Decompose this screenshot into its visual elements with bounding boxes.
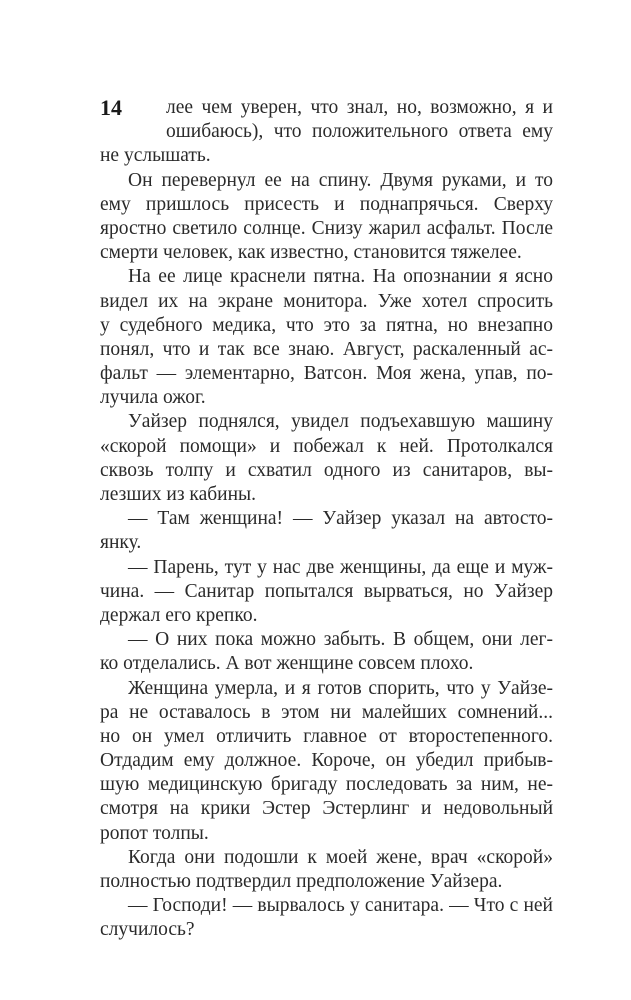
text-line: чина. — Санитар попытался вырваться, но Уайзер (100, 580, 553, 602)
text-line: случилось? (100, 919, 195, 941)
text-line: ко отделались. А вот женщине совсем плохо. (100, 653, 474, 675)
text-line: лучила ожог. (100, 387, 206, 409)
text-line: шую медицинскую бригаду последовать за ним, не- (100, 774, 553, 796)
text-line: ему пришлось присесть и поднапрячься. Сверху (100, 193, 553, 215)
text-line: Женщина умерла, и я готов спорить, что у Уайзе- (128, 677, 553, 699)
body-text (100, 96, 553, 943)
text-line: сквозь толпу и схватил одного из санитаров, вы- (100, 459, 553, 481)
text-line: но он умел отличить главное от второстепенного. (100, 725, 553, 747)
text-line: Отдадим ему должное. Короче, он убедил прибыв- (100, 750, 553, 772)
text-line: «скорой помощи» и побежал к ней. Протолкался (100, 435, 553, 457)
text-line: смотря на крики Эстер Эстерлинг и недовольный (100, 798, 553, 820)
text-line: яростно светило солнце. Снизу жарил асфальт. После (100, 217, 553, 239)
text-line: янку. (100, 532, 142, 554)
text-line: лезших из кабины. (100, 484, 257, 505)
text-line: Когда они подошли к моей жене, врач «скорой» (128, 846, 553, 868)
text-line: ропот толпы. (100, 822, 209, 844)
text-line: Он перевернул ее на спину. Двумя руками, и то (128, 169, 553, 191)
text-line: смерти человек, как известно, становится тяжелее. (100, 242, 522, 264)
text-line: у судебного медика, что это за пятна, но внезапно (100, 314, 553, 336)
text-line: видел их на экране монитора. Уже хотел спросить (100, 290, 553, 312)
text-line: — Там женщина! — Уайзер указал на автосто- (128, 508, 553, 530)
page-number: 14 (100, 95, 122, 120)
text-line: держал его крепко. (100, 604, 258, 626)
text-line: не услышать. (100, 145, 211, 167)
text-line: фальт — элементарно, Ватсон. Моя жена, упав, по- (100, 363, 553, 385)
text-line: — Парень, тут у нас две женщины, да еще и муж- (128, 556, 553, 578)
text-line: На ее лице краснели пятна. На опознании я ясно (128, 266, 553, 288)
text-line: — О них пока можно забыть. В общем, они лег- (128, 629, 553, 651)
text-line: лее чем уверен, что знал, но, возможно, я и (166, 97, 553, 118)
text-line: — Господи! — вырвалось у санитара. — Что с ней (128, 895, 553, 917)
text-line: ошибаюсь), что положительного ответа ему (166, 121, 553, 143)
text-line: понял, что и так все знаю. Август, раскаленный ас- (100, 338, 553, 360)
text-line: полностью подтвердил предположение Уайзера. (100, 871, 503, 892)
text-line: Уайзер поднялся, увидел подъехавшую машину (128, 411, 553, 433)
text-line: ра не оставалось в этом ни малейших сомнений... (100, 701, 553, 723)
